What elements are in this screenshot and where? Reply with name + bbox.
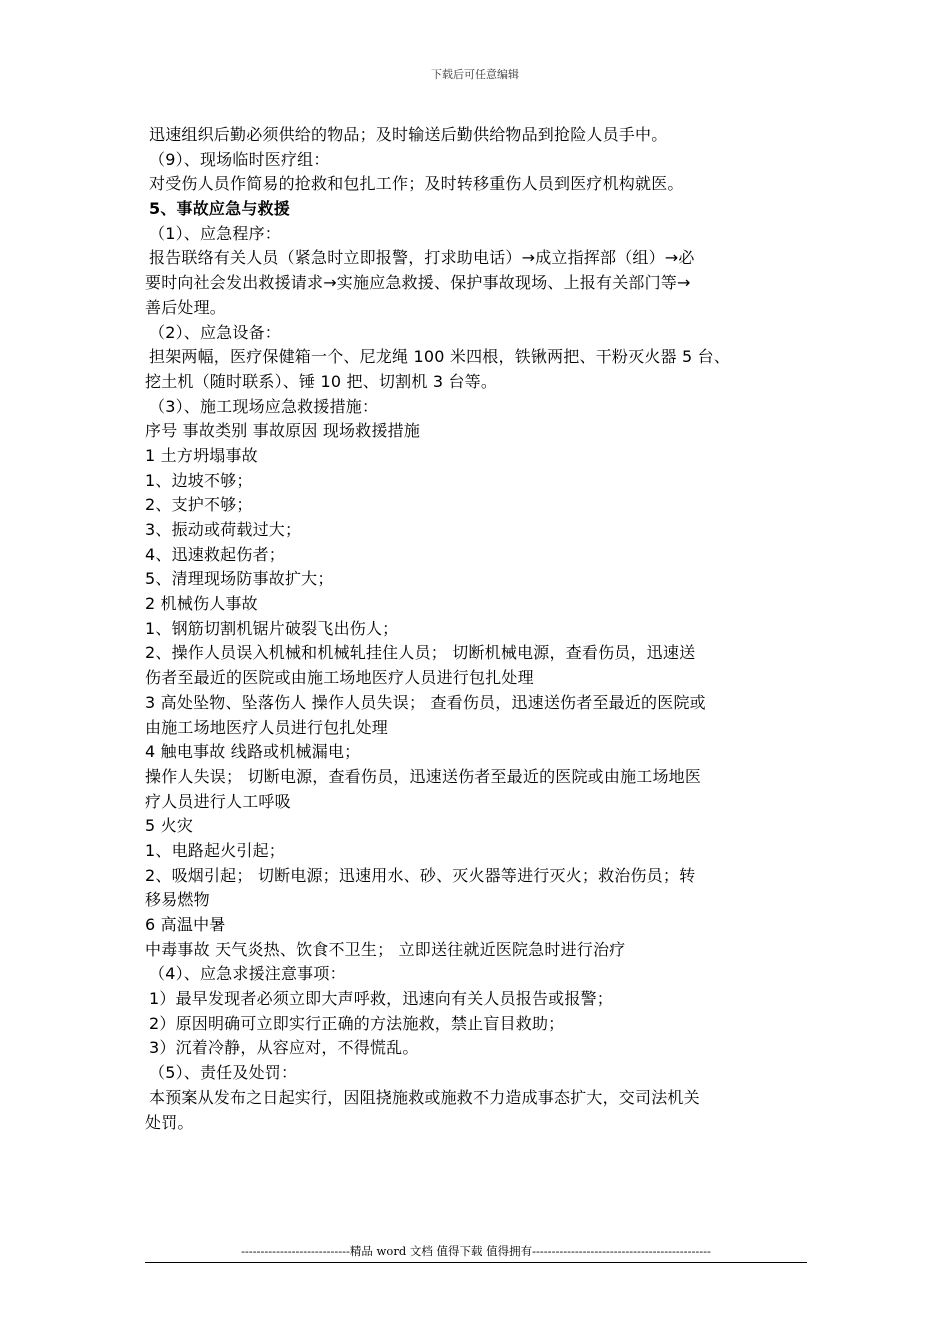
text-line: 2、吸烟引起； 切断电源；迅速用水、砂、灭火器等进行灭火；救治伤员；转 <box>145 865 696 885</box>
text-line: 5 火灾 <box>145 816 194 836</box>
text-line: 迅速组织后勤必须供给的物品；及时输送后勤供给物品到抢险人员手中。 <box>149 125 668 144</box>
text-line: 中毒事故 天气炎热、饮食不卫生； 立即送往就近医院急时进行治疗 <box>145 939 626 959</box>
text-line: 4 触电事故 线路或机械漏电； <box>145 742 361 762</box>
page-footer: ----------------------------精品 word 文档 值得下载 值得拥有---------------------------------------------- <box>145 1243 807 1263</box>
text-line: 挖土机（随时联系）、锤 10 把、切割机 3 台等。 <box>145 371 498 391</box>
text-line: （3）、施工现场应急救援措施： <box>149 396 379 416</box>
text-line: 担架两幅，医疗保健箱一个、尼龙绳 100 米四根，铁锹两把、干粉灭火器 5 台、 <box>149 347 731 367</box>
text-line: 序号 事故类别 事故原因 现场救援措施 <box>145 421 421 441</box>
text-line: 2、支护不够； <box>145 495 253 515</box>
text-line: 3）沉着冷静，从容应对，不得慌乱。 <box>149 1038 419 1058</box>
document-body <box>145 123 815 1135</box>
text-line: 报告联络有关人员（紧急时立即报警，打求助电话）→成立指挥部（组）→必 <box>149 248 695 268</box>
page-header: 下载后可任意编辑 <box>431 68 519 81</box>
text-line: 由施工场地医疗人员进行包扎处理 <box>145 717 389 737</box>
text-line: 对受伤人员作简易的抢救和包扎工作；及时转移重伤人员到医疗机构就医。 <box>149 174 684 194</box>
text-line: （4）、应急求援注意事项： <box>149 964 346 984</box>
text-line: 操作人失误； 切断电源，查看伤员，迅速送伤者至最近的医院或由施工场地医 <box>145 766 702 786</box>
text-line: 疗人员进行人工呼吸 <box>145 791 291 811</box>
section-heading: 5、事故应急与救援 <box>149 199 290 219</box>
text-line: 1）最早发现者必须立即大声呼救，迅速向有关人员报告或报警； <box>149 989 613 1009</box>
text-line: 要时向社会发出救援请求→实施应急救援、保护事故现场、上报有关部门等→ <box>145 273 691 293</box>
text-line: 移易燃物 <box>145 890 210 910</box>
text-line: 1、钢筋切割机锯片破裂飞出伤人； <box>145 618 399 638</box>
text-line: 处罚。 <box>145 1112 194 1132</box>
text-line: 4、迅速救起伤者； <box>145 544 285 564</box>
text-line: 本预案从发布之日起实行，因阻挠施救或施救不力造成事态扩大，交司法机关 <box>149 1087 700 1107</box>
text-line: 1 土方坍塌事故 <box>145 445 258 465</box>
text-line: 伤者至最近的医院或由施工场地医疗人员进行包扎处理 <box>145 668 534 688</box>
text-line: （9）、现场临时医疗组： <box>149 149 330 169</box>
text-line: （5）、责任及处罚： <box>149 1063 298 1083</box>
text-line: 2）原因明确可立即实行正确的方法施救，禁止盲目救助； <box>149 1013 565 1033</box>
text-line: 2 机械伤人事故 <box>145 594 258 614</box>
text-line: 5、清理现场防事故扩大； <box>145 569 334 589</box>
text-line: 1、边坡不够； <box>145 470 253 490</box>
text-line: 1、电路起火引起； <box>145 840 285 860</box>
text-line: （1）、应急程序： <box>149 223 281 243</box>
text-line: 6 高温中暑 <box>145 915 226 934</box>
text-line: 3 高处坠物、坠落伤人 操作人员失误； 查看伤员，迅速送伤者至最近的医院或 <box>145 692 706 712</box>
text-line: 2、操作人员误入机械和机械轧挂住人员； 切断机械电源，查看伤员，迅速送 <box>145 643 696 663</box>
text-line: 3、振动或荷载过大； <box>145 520 302 539</box>
text-line: （2）、应急设备： <box>149 322 281 342</box>
text-line: 善后处理。 <box>145 297 227 317</box>
